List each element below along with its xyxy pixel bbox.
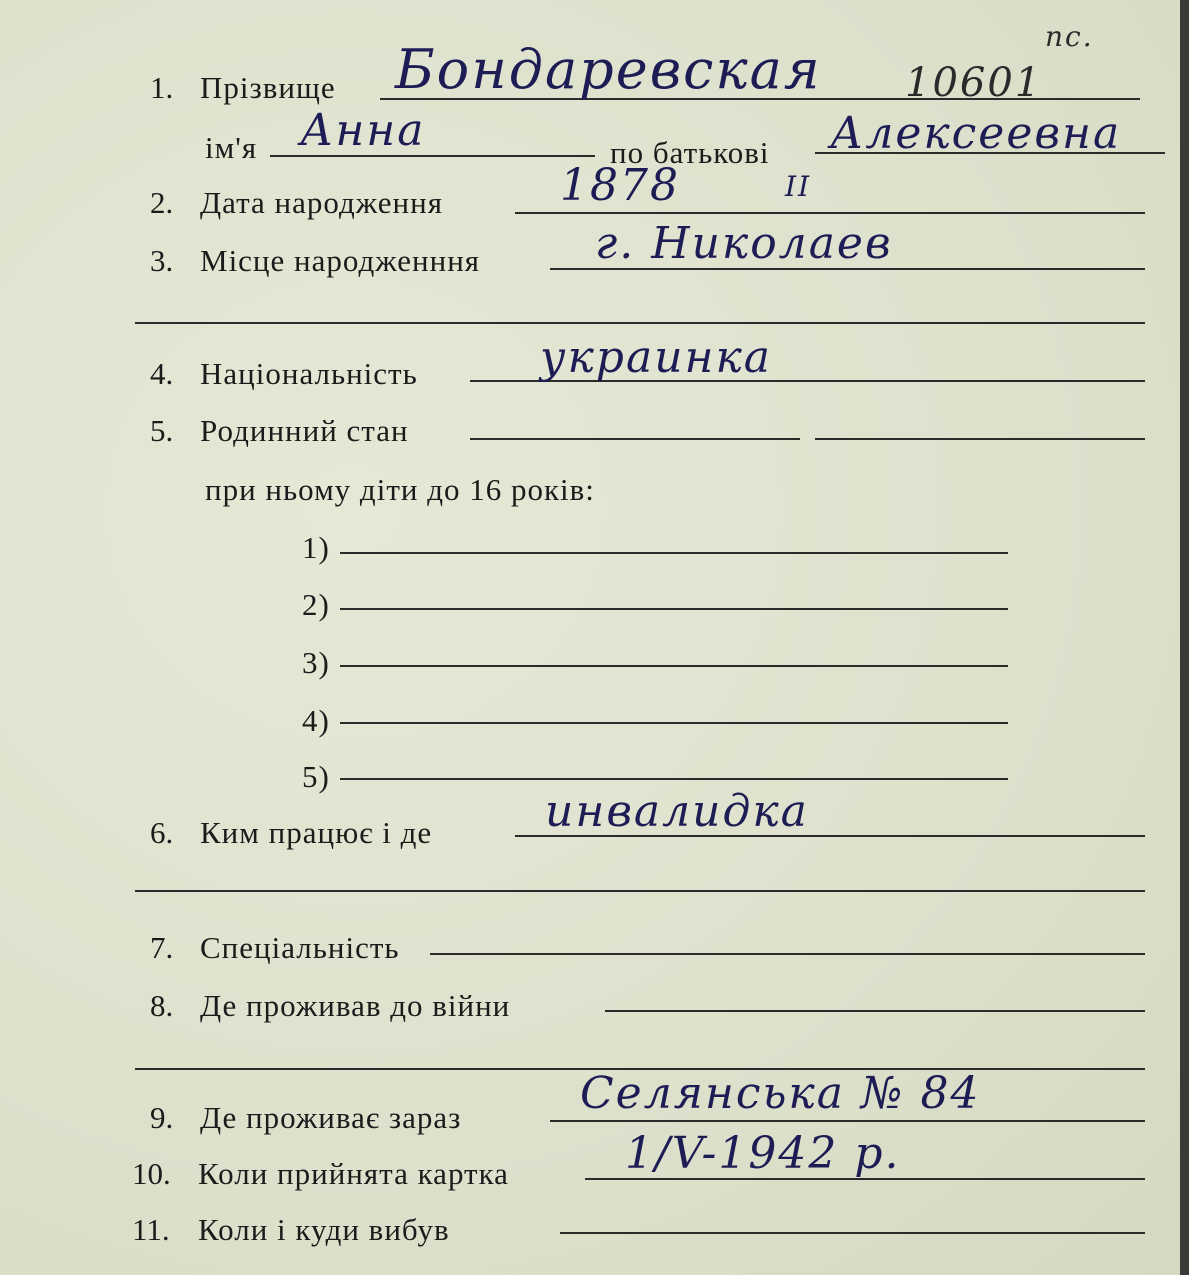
child-4-line	[340, 722, 1008, 724]
prewar-residence-label: Де проживав до війни	[200, 988, 511, 1023]
field-3-number: 3.	[150, 243, 174, 278]
child-3-line	[340, 665, 1008, 667]
child-5-number: 5)	[302, 759, 330, 794]
field-1-number: 1.	[150, 70, 174, 105]
birthplace-line-2	[135, 322, 1145, 324]
child-3-number: 3)	[302, 645, 330, 680]
current-residence-value: Селянська № 84	[580, 1068, 981, 1119]
occupation-label: Ким працює і де	[200, 815, 433, 850]
child-2-line	[340, 608, 1008, 610]
field-7-number: 7.	[150, 930, 174, 965]
current-residence-line	[550, 1120, 1145, 1122]
page-edge	[1180, 0, 1189, 1275]
birthplace-label: Місце народженння	[200, 243, 481, 278]
nationality-value: украинка	[540, 332, 773, 383]
field-10-number: 10.	[132, 1156, 171, 1191]
card-accepted-label: Коли прийнята картка	[198, 1156, 509, 1191]
child-5-line	[340, 778, 1008, 780]
field-11-number: 11.	[132, 1212, 170, 1247]
specialty-line	[430, 953, 1145, 955]
departed-label: Коли і куди вибув	[198, 1212, 450, 1247]
marital-status-line-2	[815, 438, 1145, 440]
marital-status-label: Родинний стан	[200, 413, 409, 448]
field-6-number: 6.	[150, 815, 174, 850]
occupation-value: инвалидка	[545, 786, 809, 837]
child-4-number: 4)	[302, 703, 330, 738]
field-4-number: 4.	[150, 356, 174, 391]
field-2-number: 2.	[150, 185, 174, 220]
prewar-residence-line	[605, 1010, 1145, 1012]
archive-number: 10601	[905, 60, 1043, 106]
field-9-number: 9.	[150, 1100, 174, 1135]
occupation-line-2	[135, 890, 1145, 892]
nationality-label: Національність	[200, 356, 418, 391]
child-1-line	[340, 552, 1008, 554]
patronymic-label: по батькові	[610, 135, 770, 170]
departed-line	[560, 1232, 1145, 1234]
card-accepted-value: 1/V-1942 р.	[625, 1128, 901, 1179]
specialty-label: Спеціальність	[200, 930, 400, 965]
birthdate-label: Дата народження	[200, 185, 443, 220]
birthdate-line	[515, 212, 1145, 214]
archive-mark: пс.	[1045, 20, 1094, 53]
field-8-number: 8.	[150, 988, 174, 1023]
patronymic-value: Алексеевна	[830, 108, 1122, 159]
birthdate-extra: II	[785, 170, 812, 203]
child-2-number: 2)	[302, 587, 330, 622]
children-label: при ньому діти до 16 років:	[205, 472, 595, 507]
name-value: Анна	[300, 105, 426, 156]
birthdate-value: 1878	[560, 160, 680, 211]
field-5-number: 5.	[150, 413, 174, 448]
child-1-number: 1)	[302, 530, 330, 565]
surname-value: Бондаревская	[395, 38, 822, 101]
birthplace-value: г. Николаев	[595, 218, 893, 269]
name-label: ім'я	[205, 130, 258, 165]
marital-status-line-1	[470, 438, 800, 440]
surname-label: Прізвище	[200, 70, 336, 105]
current-residence-label: Де проживає зараз	[200, 1100, 462, 1135]
